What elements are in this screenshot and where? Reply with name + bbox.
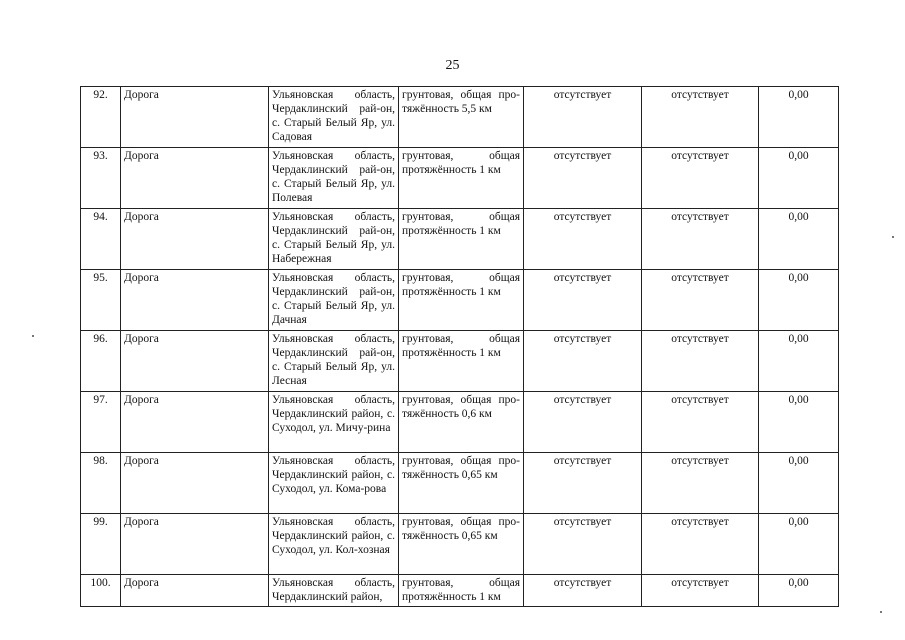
row-number: 96.	[81, 331, 121, 392]
document-status: отсутствует	[524, 148, 642, 209]
document-status: отсутствует	[524, 331, 642, 392]
object-name: Дорога	[121, 392, 269, 453]
object-address: Ульяновская область, Чердаклинский рай-он, с. Старый Белый Яр, ул. Лесная	[269, 331, 399, 392]
object-address: Ульяновская область, Чердаклинский рай-он, с. Старый Белый Яр, ул. Полевая	[269, 148, 399, 209]
object-description: грунтовая, общая протяжённость 1 км	[399, 148, 524, 209]
object-description: грунтовая, общая протяжённость 1 км	[399, 270, 524, 331]
book-value: 0,00	[759, 87, 839, 148]
row-number: 97.	[81, 392, 121, 453]
object-name: Дорога	[121, 87, 269, 148]
road-registry-table	[80, 86, 839, 607]
book-value: 0,00	[759, 575, 839, 607]
table-row	[81, 575, 839, 607]
book-value: 0,00	[759, 270, 839, 331]
object-name: Дорога	[121, 453, 269, 514]
document-status: отсутствует	[524, 270, 642, 331]
row-number: 98.	[81, 453, 121, 514]
book-value: 0,00	[759, 514, 839, 575]
object-name: Дорога	[121, 331, 269, 392]
object-address: Ульяновская область, Чердаклинский рай-он, с. Старый Белый Яр, ул. Набережная	[269, 209, 399, 270]
row-number: 100.	[81, 575, 121, 607]
document-status: отсутствует	[524, 453, 642, 514]
object-description: грунтовая, общая протяжённость 1 км	[399, 575, 524, 607]
scan-speck	[32, 335, 34, 337]
row-number: 94.	[81, 209, 121, 270]
rights-status: отсутствует	[642, 392, 759, 453]
rights-status: отсутствует	[642, 270, 759, 331]
scan-speck	[892, 236, 894, 238]
object-address: Ульяновская область, Чердаклинский район, с. Суходол, ул. Мичу-рина	[269, 392, 399, 453]
object-address: Ульяновская область, Чердаклинский рай-он, с. Старый Белый Яр, ул. Садовая	[269, 87, 399, 148]
object-description: грунтовая, общая протяжённость 1 км	[399, 331, 524, 392]
document-status: отсутствует	[524, 209, 642, 270]
object-description: грунтовая, общая про-тяжённость 0,65 км	[399, 453, 524, 514]
table-row	[81, 514, 839, 575]
object-name: Дорога	[121, 148, 269, 209]
object-name: Дорога	[121, 514, 269, 575]
object-name: Дорога	[121, 270, 269, 331]
object-description: грунтовая, общая про-тяжённость 0,65 км	[399, 514, 524, 575]
row-number: 99.	[81, 514, 121, 575]
table-row	[81, 87, 839, 148]
document-status: отсутствует	[524, 392, 642, 453]
book-value: 0,00	[759, 453, 839, 514]
object-address: Ульяновская область, Чердаклинский рай-он, с. Старый Белый Яр, ул. Дачная	[269, 270, 399, 331]
scan-speck	[880, 611, 882, 613]
object-address: Ульяновская область, Чердаклинский район,	[269, 575, 399, 607]
book-value: 0,00	[759, 392, 839, 453]
rights-status: отсутствует	[642, 87, 759, 148]
rights-status: отсутствует	[642, 575, 759, 607]
table-row	[81, 331, 839, 392]
table-row	[81, 209, 839, 270]
table-row	[81, 148, 839, 209]
object-name: Дорога	[121, 575, 269, 607]
table-row	[81, 392, 839, 453]
book-value: 0,00	[759, 148, 839, 209]
object-address: Ульяновская область, Чердаклинский район, с. Суходол, ул. Кол-хозная	[269, 514, 399, 575]
rights-status: отсутствует	[642, 209, 759, 270]
book-value: 0,00	[759, 209, 839, 270]
row-number: 93.	[81, 148, 121, 209]
document-status: отсутствует	[524, 575, 642, 607]
rights-status: отсутствует	[642, 148, 759, 209]
rights-status: отсутствует	[642, 514, 759, 575]
object-description: грунтовая, общая про-тяжённость 5,5 км	[399, 87, 524, 148]
object-address: Ульяновская область, Чердаклинский район, с. Суходол, ул. Кома-рова	[269, 453, 399, 514]
object-name: Дорога	[121, 209, 269, 270]
table-row	[81, 270, 839, 331]
rights-status: отсутствует	[642, 331, 759, 392]
document-status: отсутствует	[524, 514, 642, 575]
row-number: 92.	[81, 87, 121, 148]
rights-status: отсутствует	[642, 453, 759, 514]
row-number: 95.	[81, 270, 121, 331]
table-row	[81, 453, 839, 514]
document-status: отсутствует	[524, 87, 642, 148]
page-number: 25	[445, 58, 460, 73]
object-description: грунтовая, общая про-тяжённость 0,6 км	[399, 392, 524, 453]
book-value: 0,00	[759, 331, 839, 392]
object-description: грунтовая, общая протяжённость 1 км	[399, 209, 524, 270]
